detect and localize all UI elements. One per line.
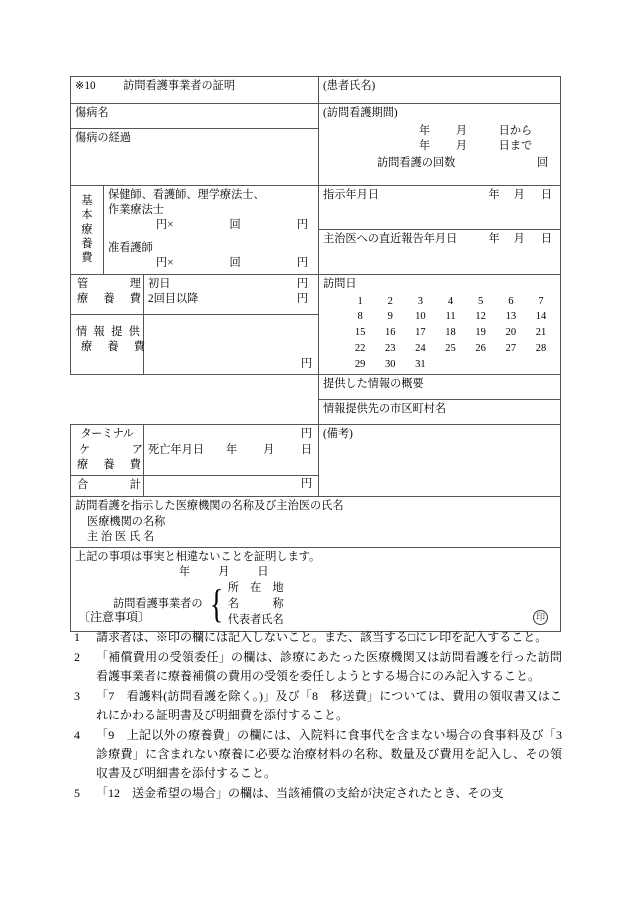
provider-address-label[interactable]: 所 在 地 [227, 581, 284, 594]
visit-count-row [377, 156, 556, 171]
municipality-label: 情報提供先の市区町村名 [323, 403, 447, 416]
death-day: 日 [300, 444, 313, 457]
day-cell[interactable]: 8 [357, 311, 363, 323]
info-fee-char-ryo: 療 [81, 340, 93, 353]
provider-label: 訪問看護事業者の [113, 598, 203, 611]
section-title-cell [71, 77, 319, 104]
report-date-label: 主治医への直近報告年月日 [323, 233, 458, 246]
terminal-fee-char-you: 養 [103, 458, 115, 471]
certification-month: 月 [218, 565, 230, 578]
day-cell[interactable]: 30 [385, 358, 396, 370]
info-fee-label-line1 [75, 325, 141, 340]
visit-period-from [419, 124, 556, 139]
management-fee-label-line2 [75, 292, 143, 307]
terminal-fee-yen: 円 [300, 428, 313, 441]
report-month: 月 [513, 233, 525, 246]
visit-count-label: 訪問看護の回数 [377, 157, 456, 170]
day-cell[interactable]: 20 [505, 327, 517, 339]
disease-name-cell[interactable] [71, 104, 319, 129]
day-cell[interactable]: 11 [445, 311, 456, 323]
table-row-terminal-fee [71, 425, 561, 476]
info-fee-char-you: 養 [107, 340, 119, 353]
table-row-institution [71, 497, 561, 547]
report-day: 日 [540, 233, 553, 246]
notes-title: 〔注意事項〕 [78, 610, 151, 624]
death-date-row [148, 443, 312, 458]
management-fee-second-row [148, 292, 314, 307]
info-fee-yen: 円 [300, 358, 313, 371]
terminal-fee-label-cell [71, 425, 144, 476]
info-fee-amount-cell[interactable] [144, 314, 319, 375]
info-fee-label-cell [71, 314, 144, 375]
management-fee-first-day-row [148, 277, 314, 292]
note-item [70, 628, 562, 647]
spacer-cell [71, 375, 319, 400]
table-row-basic-fee [71, 186, 561, 230]
basic-fee-char-2: 療 [81, 223, 93, 236]
instruction-date-row [323, 188, 556, 203]
day-cell[interactable]: 2 [387, 295, 393, 307]
total-char-kei: 計 [129, 479, 141, 492]
note-item [70, 648, 562, 686]
notes-section [70, 608, 575, 803]
note-item [70, 784, 562, 803]
basic-fee-yen-2: 円 [296, 257, 309, 270]
management-fee-char-ri: 理 [129, 277, 141, 290]
total-amount-cell[interactable] [144, 476, 319, 497]
terminal-fee-char-hi: 費 [129, 458, 141, 471]
institution-cell[interactable] [71, 497, 561, 547]
day-cell[interactable]: 25 [445, 342, 456, 354]
management-fee-detail-cell[interactable] [144, 274, 319, 314]
from-month-label: 月 [455, 125, 468, 138]
day-cell[interactable]: 29 [354, 358, 366, 370]
from-year-label: 年 [419, 125, 431, 138]
visit-days-row [345, 341, 556, 357]
info-fee-label-line2 [75, 340, 151, 355]
provided-info-summary-cell[interactable] [319, 375, 561, 400]
basic-fee-char-0: 基 [81, 194, 93, 207]
note-text: 「7 看護料(訪問看護を除く。)」及び「8 移送費」については、費用の領収書又はこれにかわる証明書及び明細費を添付すること。 [96, 688, 562, 722]
certification-form-table [70, 76, 561, 632]
remarks-cell[interactable] [319, 425, 561, 497]
day-cell-empty [466, 357, 496, 373]
info-fee-char-hou: 報 [93, 325, 105, 338]
info-fee-char-kyo: 供 [128, 325, 140, 338]
terminal-fee-label-line1: ターミナル [80, 428, 134, 441]
report-year: 年 [488, 233, 500, 246]
day-cell[interactable]: 1 [357, 295, 363, 307]
terminal-fee-detail-cell[interactable] [144, 425, 319, 476]
visit-days-cell[interactable] [319, 274, 561, 375]
basic-fee-line1: 保健師、看護師、理学療法士、 [108, 189, 265, 201]
day-cell-empty [435, 357, 465, 373]
section-number: ※10 [75, 80, 96, 92]
day-cell[interactable]: 19 [475, 327, 486, 339]
day-cell[interactable]: 13 [505, 311, 517, 323]
patient-name-label: (患者氏名) [323, 80, 376, 92]
basic-fee-label-cell [71, 186, 104, 275]
basic-fee-char-4: 費 [81, 252, 93, 265]
provided-info-summary-label: 提供した情報の概要 [323, 378, 424, 391]
basic-fee-amount-row-2 [108, 256, 314, 271]
management-fee-label-line1 [75, 277, 143, 292]
day-cell[interactable]: 14 [535, 311, 547, 323]
note-number: 1 [74, 629, 80, 644]
note-item [70, 726, 575, 783]
info-fee-char-tei: 提 [111, 325, 123, 338]
instruction-month: 月 [513, 189, 525, 201]
note-text: 「12 送金希望の場合」の欄は、当該補償の支給が決定されたとき、その支 [96, 785, 504, 800]
note-number: 3 [74, 688, 80, 703]
basic-fee-label-stack [75, 188, 99, 272]
management-fee-char-hi: 費 [129, 292, 141, 305]
certification-day: 日 [257, 565, 269, 578]
disease-course-cell[interactable] [71, 129, 319, 186]
visit-days-grid [345, 294, 556, 373]
day-cell[interactable]: 3 [417, 295, 424, 307]
management-fee-second-label: 2回目以降 [148, 292, 199, 305]
certification-statement: 上記の事項は事実と相違ないことを証明します。 [75, 550, 321, 563]
management-fee-yen-1: 円 [296, 277, 309, 290]
day-cell[interactable]: 16 [385, 327, 396, 339]
total-char-gou: 合 [77, 479, 89, 492]
day-cell[interactable]: 17 [415, 327, 426, 339]
management-fee-char-kan: 管 [77, 277, 89, 290]
day-cell[interactable]: 28 [535, 342, 547, 354]
curly-brace-icon: { [209, 581, 223, 627]
table-row-municipality [71, 400, 561, 425]
table-row-header [71, 77, 561, 104]
report-date-row [323, 232, 556, 247]
basic-fee-times-unit-1: 回 [229, 219, 241, 232]
day-cell[interactable]: 5 [478, 295, 484, 307]
certification-year: 年 [179, 565, 191, 578]
note-number: 2 [74, 649, 80, 664]
day-cell[interactable]: 24 [415, 342, 426, 354]
death-date-label: 死亡年月日 [148, 444, 204, 457]
day-cell[interactable]: 31 [415, 358, 426, 370]
day-cell[interactable]: 4 [447, 295, 454, 307]
provider-representative-label[interactable]: 代表者氏名 [227, 613, 284, 626]
visit-days-row [345, 357, 556, 373]
table-row-provided-summary [71, 375, 561, 400]
from-day-label: 日から [498, 125, 533, 138]
management-fee-first-day-label: 初日 [148, 277, 171, 290]
management-fee-char-you: 養 [103, 292, 115, 305]
instruction-year: 年 [488, 189, 500, 201]
day-cell[interactable]: 18 [445, 327, 456, 339]
to-day-label: 日まで [498, 140, 533, 153]
to-month-label: 月 [455, 140, 468, 153]
institution-name-label: 医療機関の名称 [87, 515, 166, 528]
instruction-date-label: 指示年月日 [323, 189, 379, 201]
basic-fee-yen-times-2: 円× [156, 257, 174, 270]
note-text: 請求者は、※印の欄には記入しないこと。また、該当する□にレ印を記入すること。 [96, 629, 548, 644]
terminal-fee-label-line2 [75, 443, 147, 458]
doctor-name-label: 主 治 医 氏 名 [87, 530, 155, 543]
disease-name-label: 傷病名 [75, 107, 109, 119]
terminal-fee-char-a: ア [131, 443, 143, 456]
basic-fee-amount-row-1 [108, 218, 314, 233]
table-row-management-fee [71, 274, 561, 314]
note-number: 4 [74, 727, 80, 742]
day-cell-empty [526, 357, 556, 373]
report-date-cell[interactable] [319, 230, 561, 274]
visit-count-unit: 回 [536, 157, 549, 170]
visit-period-cell[interactable] [319, 104, 561, 186]
death-year: 年 [225, 444, 238, 457]
visit-days-row [345, 294, 556, 310]
spacer-cell [71, 400, 319, 425]
day-cell[interactable]: 12 [475, 311, 486, 323]
basic-fee-line3: 准看護師 [108, 242, 153, 255]
total-yen: 円 [300, 478, 313, 491]
management-fee-label-cell [71, 274, 144, 314]
info-fee-char-jou: 情 [76, 325, 88, 338]
section-title: 訪問看護事業者の証明 [123, 80, 236, 92]
visit-days-row [345, 309, 556, 325]
death-month: 月 [263, 444, 275, 457]
basic-fee-yen-times-1: 円× [156, 219, 174, 232]
certification-date-row [179, 565, 556, 580]
total-label-cell [71, 476, 144, 497]
visit-days-label: 訪問日 [323, 277, 357, 290]
basic-fee-char-1: 本 [81, 209, 93, 222]
remarks-label: (備考) [323, 428, 353, 441]
note-text: 「9 上記以外の療養費」の欄には、入院料に食事代を含まない場合の食事料及び「3 診療費」に含まれない療養に必要な治療材料の名称、数量及び費用を記入し、その領収書及び明細書を添付すること。 [96, 727, 575, 780]
disease-course-label: 傷病の経過 [75, 132, 131, 144]
day-cell[interactable]: 22 [354, 342, 366, 354]
seal-icon: 印 [533, 610, 548, 625]
note-number: 5 [74, 785, 80, 800]
day-cell[interactable]: 9 [387, 311, 393, 323]
provider-name-label[interactable]: 名 称 [227, 597, 284, 610]
note-item [70, 687, 562, 725]
instruction-day: 日 [540, 189, 553, 201]
instruction-date-cell[interactable] [319, 186, 561, 230]
basic-fee-yen-1: 円 [296, 219, 309, 232]
table-row-disease-name [71, 104, 561, 129]
day-cell[interactable]: 26 [475, 342, 486, 354]
basic-fee-char-3: 養 [81, 237, 93, 250]
day-cell[interactable]: 21 [535, 327, 547, 339]
patient-name-cell[interactable] [319, 77, 561, 104]
day-cell[interactable]: 10 [415, 311, 426, 323]
day-cell-empty [496, 357, 526, 373]
basic-fee-line2: 作業療法士 [108, 204, 164, 217]
institution-heading: 訪問看護を指示した医療機関の名称及び主治医の氏名 [75, 500, 344, 513]
total-label-row [75, 478, 143, 493]
terminal-fee-char-ryo: 療 [77, 458, 89, 471]
day-cell[interactable]: 15 [354, 327, 366, 339]
visit-period-to [419, 139, 556, 154]
note-text: 「補償費用の受領委任」の欄は、診療にあたった医療機関又は訪問看護を行った訪問看護事業者に療養補償の費用の受領を委任しようとする場合にのみ記入すること。 [96, 649, 562, 683]
day-cell[interactable]: 7 [538, 295, 544, 307]
info-fee-char-hi: 費 [133, 340, 145, 353]
basic-fee-detail-cell[interactable] [104, 186, 319, 275]
terminal-fee-char-ke: ケ [79, 443, 91, 456]
management-fee-yen-2: 円 [296, 292, 309, 305]
management-fee-char-ryo: 療 [77, 292, 89, 305]
basic-fee-times-unit-2: 回 [229, 257, 241, 270]
municipality-cell[interactable] [319, 400, 561, 425]
visit-period-label: (訪問看護期間) [323, 107, 398, 119]
terminal-fee-label-line3 [75, 458, 143, 473]
day-cell[interactable]: 23 [385, 342, 396, 354]
day-cell[interactable]: 6 [508, 295, 514, 307]
to-year-label: 年 [419, 140, 431, 153]
day-cell[interactable]: 27 [505, 342, 517, 354]
visit-days-row [345, 325, 556, 341]
